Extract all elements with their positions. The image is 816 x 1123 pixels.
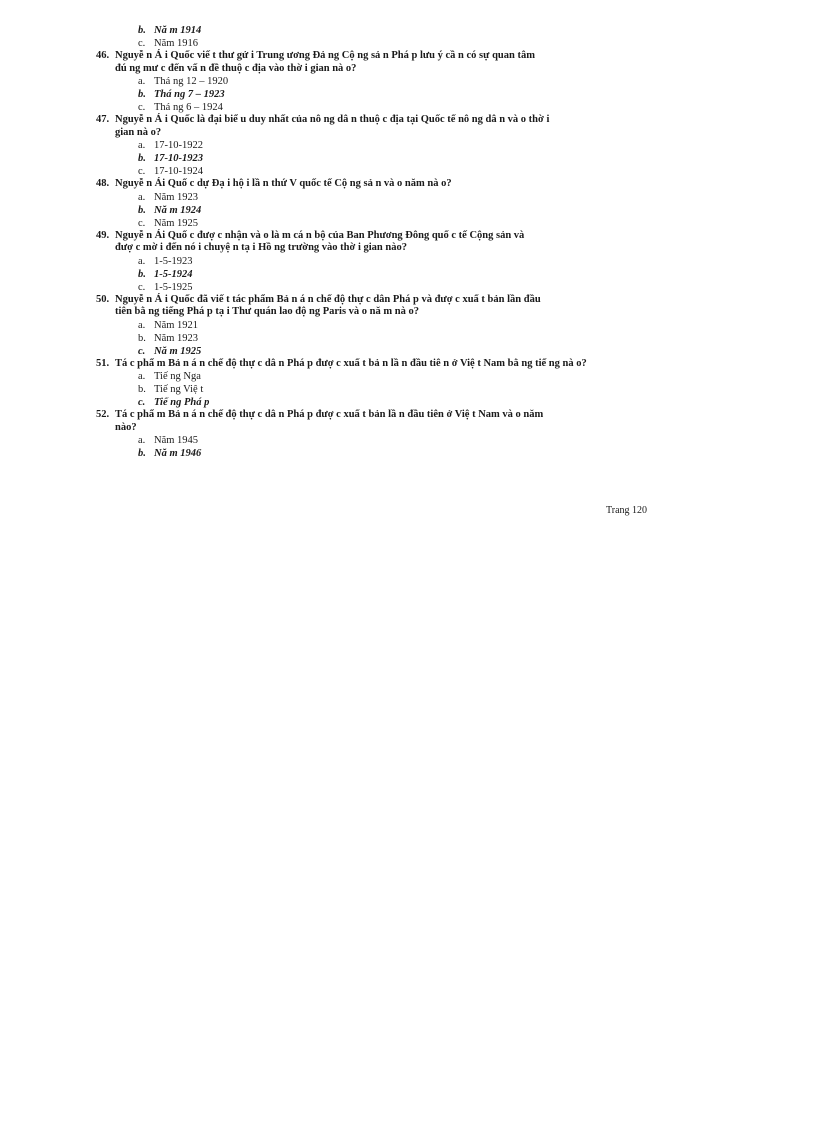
question-line: Nguyễ n Ái Quố c dự Đạ i hộ i lầ n thứ V quốc tế Cộ ng sả n và o năm nà o? xyxy=(115,178,452,189)
option-text: Năm 1923 xyxy=(154,332,199,344)
question-block xyxy=(96,409,656,460)
option-letter: b. xyxy=(138,89,146,100)
question-text xyxy=(96,178,656,191)
options-list xyxy=(96,139,656,178)
answer-option xyxy=(138,255,656,268)
option-letter: b. xyxy=(138,332,146,344)
option-letter: b. xyxy=(138,384,146,395)
answer-option xyxy=(138,217,656,230)
question-line: Nguyễ n Á i Quốc đã viế t tác phẩm Bả n á n chế độ thự c dân Phá p và đượ c xuấ t bản lần đầu xyxy=(115,293,541,305)
option-letter: a. xyxy=(138,191,146,203)
option-text: Năm 1925 xyxy=(154,217,199,229)
option-text: Tiế ng Phá p xyxy=(154,397,210,408)
option-text: Năm 1916 xyxy=(154,38,199,49)
option-text: Thá ng 7 – 1923 xyxy=(154,89,225,100)
answer-option-correct xyxy=(138,447,656,460)
answer-option xyxy=(138,370,656,383)
option-text: Tiế ng Việ t xyxy=(154,384,204,395)
option-letter: c. xyxy=(138,345,146,357)
option-letter: a. xyxy=(138,435,146,446)
answer-option xyxy=(138,37,201,50)
option-letter: a. xyxy=(138,371,146,382)
question-line: Tá c phẩ m Bả n á n chế độ thự c dâ n Phá p đượ c xuấ t bả n lầ n đầu tiê n ở Việ t Nam bằ ng tiế ng nà o? xyxy=(115,357,587,369)
option-text: Nă m 1925 xyxy=(154,345,202,357)
question-block xyxy=(96,358,656,410)
option-letter: c. xyxy=(138,397,146,408)
answer-option-correct xyxy=(138,268,656,281)
answer-option xyxy=(138,434,656,447)
option-text: Năm 1923 xyxy=(154,191,199,203)
answer-option xyxy=(138,281,656,294)
option-text: Nă m 1924 xyxy=(154,204,202,216)
option-letter: b. xyxy=(138,448,146,459)
option-text: Nă m 1946 xyxy=(154,448,202,459)
option-text: 1-5-1924 xyxy=(154,268,193,280)
option-letter: a. xyxy=(138,76,146,87)
option-text: 17-10-1922 xyxy=(154,140,203,151)
options-list xyxy=(96,434,656,460)
option-text: 17-10-1924 xyxy=(154,166,203,177)
question-line: nào? xyxy=(115,421,137,433)
answer-option xyxy=(138,383,656,396)
question-text xyxy=(96,50,656,63)
options-list xyxy=(96,255,656,294)
option-letter: b. xyxy=(138,153,146,164)
option-letter: b. xyxy=(138,25,146,36)
option-letter: a. xyxy=(138,255,146,267)
option-letter: a. xyxy=(138,140,146,151)
option-letter: c. xyxy=(138,102,146,113)
answer-option xyxy=(138,75,656,88)
question-line: đú ng mư c đến vấ n đề thuộ c địa vào thờ i gian nà o? xyxy=(115,62,357,74)
answer-option xyxy=(138,139,656,152)
question-block xyxy=(96,294,656,358)
question-text xyxy=(96,114,656,127)
question-text xyxy=(96,409,656,422)
option-letter: c. xyxy=(138,38,146,49)
answer-option xyxy=(138,332,656,345)
option-letter: b. xyxy=(138,268,146,280)
options-list xyxy=(96,319,656,358)
option-text: Tiế ng Nga xyxy=(154,371,201,382)
option-text: Năm 1945 xyxy=(154,435,199,446)
question-line: gian nà o? xyxy=(115,126,162,138)
option-letter: a. xyxy=(138,319,146,331)
option-text: 17-10-1923 xyxy=(154,153,203,164)
question-block xyxy=(96,178,656,230)
question-line: Nguyễ n Á i Quốc là đại biể u duy nhất của nô ng dâ n thuộ c địa tại Quốc tế nô ng dâ n và o thờ i xyxy=(115,114,550,125)
answer-option-correct xyxy=(138,152,656,165)
answer-option-correct xyxy=(138,24,201,37)
option-letter: b. xyxy=(138,204,146,216)
answer-option xyxy=(138,165,656,178)
question-number: 46. xyxy=(96,50,110,61)
question-number: 47. xyxy=(96,114,110,125)
options-list xyxy=(96,191,656,230)
option-text: Năm 1921 xyxy=(154,319,199,331)
question-list xyxy=(96,50,656,460)
answer-option-correct xyxy=(138,88,656,101)
option-letter: c. xyxy=(138,217,146,229)
option-text: 1-5-1925 xyxy=(154,281,193,293)
option-text: 1-5-1923 xyxy=(154,255,193,267)
option-letter: c. xyxy=(138,281,146,293)
question-number: 52. xyxy=(96,409,110,420)
question-text xyxy=(96,230,656,243)
option-text: Nă m 1914 xyxy=(154,25,202,36)
question-block xyxy=(96,114,656,178)
question-number: 48. xyxy=(96,178,110,189)
question-block xyxy=(96,230,656,294)
option-letter: c. xyxy=(138,166,146,177)
lead-options xyxy=(138,24,201,50)
answer-option xyxy=(138,101,656,114)
question-text xyxy=(96,358,656,371)
question-line: Tá c phẩ m Bả n á n chế độ thự c dâ n Phá p đượ c xuấ t bản lầ n đầu tiên ở Việ t Nam và o năm xyxy=(115,409,544,420)
options-list xyxy=(96,370,656,409)
question-number: 51. xyxy=(96,357,110,369)
question-line: Nguyễ n Á i Quốc viế t thư gử i Trung ương Đả ng Cộ ng sả n Phá p lưu ý cầ n có sự quan tâm xyxy=(115,50,535,61)
question-line: tiên bằ ng tiếng Phá p tạ i Thư quán lao độ ng Paris và o nă m nà o? xyxy=(115,306,419,317)
answer-option-correct xyxy=(138,204,656,217)
question-text xyxy=(96,294,656,307)
answer-option-correct xyxy=(138,396,656,409)
answer-option-correct xyxy=(138,345,656,358)
question-block xyxy=(96,50,656,114)
page-number: Trang 120 xyxy=(606,505,648,516)
answer-option xyxy=(138,191,656,204)
option-text: Thá ng 12 – 1920 xyxy=(154,76,229,87)
question-line: Nguyễ n Ái Quố c đượ c nhận và o là m cá n bộ của Ban Phương Đông quố c tế Cộng sản và xyxy=(115,229,525,241)
answer-option xyxy=(138,319,656,332)
option-text: Thá ng 6 – 1924 xyxy=(154,102,223,113)
question-number: 49. xyxy=(96,229,110,241)
question-number: 50. xyxy=(96,293,110,305)
options-list xyxy=(96,75,656,114)
question-line: đượ c mờ i đến nó i chuyệ n tạ i Hồ ng trường vào thờ i gian nào? xyxy=(115,242,407,253)
